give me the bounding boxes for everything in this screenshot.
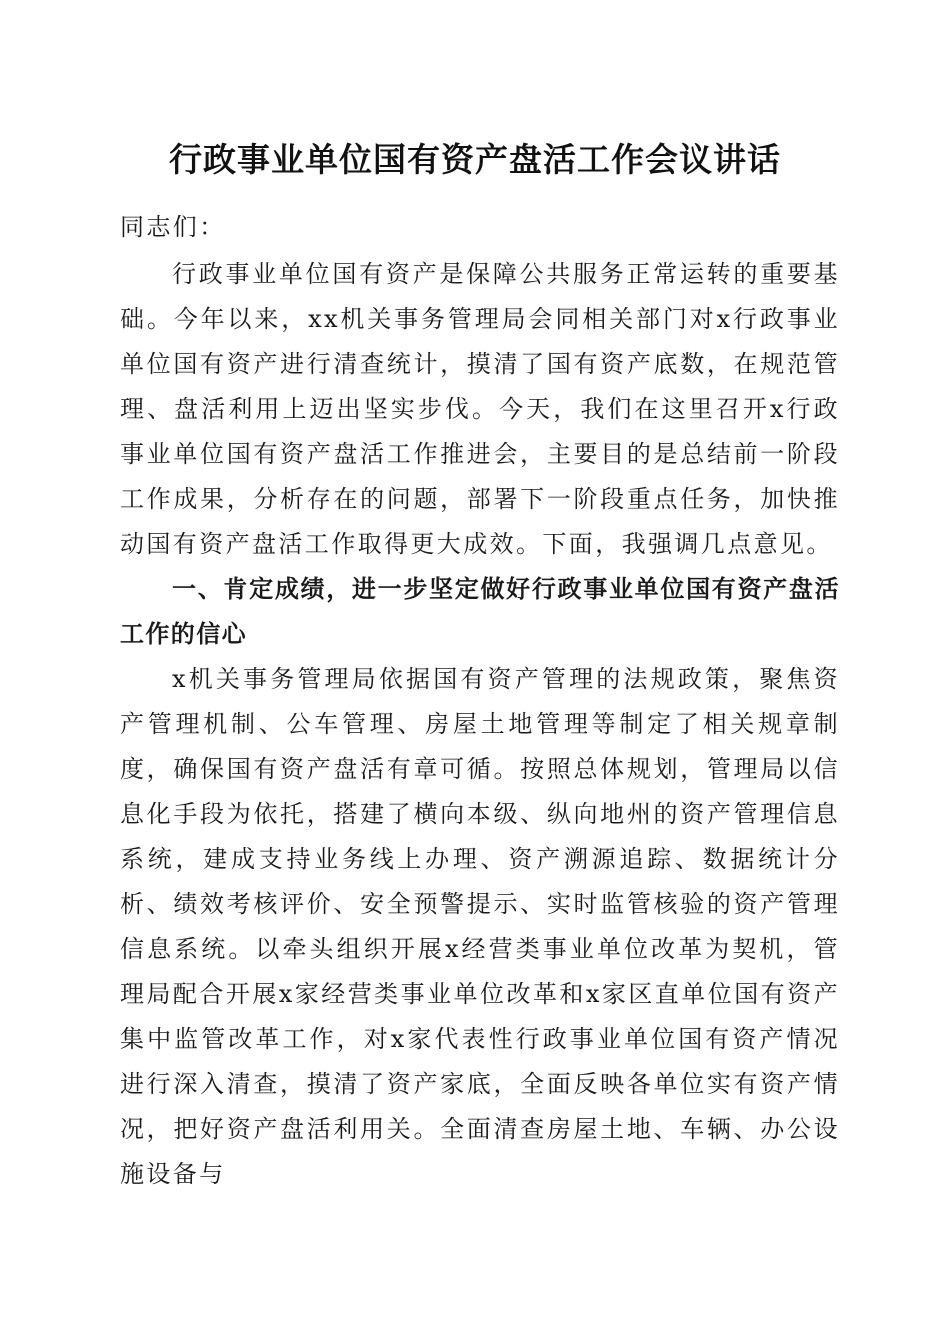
salutation: 同志们： — [120, 213, 226, 241]
document-title: 行政事业单位国有资产盘活工作会议讲话 — [169, 140, 781, 179]
paragraph-intro: 行政事业单位国有资产是保障公共服务正常运转的重要基础。今年以来，xx机关事务管理局会同相关部门对x行政事业单位国有资产进行清查统计，摸清了国有资产底数，在规范管理、盘活利用上迈出坚实步伐。今天，我们在这里召开x行政事业单位国有资产盘活工作推进会，主要目的是总结前一阶段工作成果，分析存在的问题，部署下一阶段重点任务，加快推动国有资产盘活工作取得更大成效。下面，我强调几点意见。 — [120, 260, 840, 558]
section-heading-1: 一、肯定成绩，进一步坚定做好行政事业单位国有资产盘活工作的信心 — [120, 575, 840, 648]
paragraph-section-1: x机关事务管理局依据国有资产管理的法规政策，聚焦资产管理机制、公车管理、房屋土地管理等制定了相关规章制度，确保国有资产盘活有章可循。按照总体规划，管理局以信息化手段为依托，搭建了横向本级、纵向地州的资产管理信息系统，建成支持业务线上办理、资产溯源追踪、数据统计分析、绩效考核评价、安全预警提示、实时监管核验的资产管理信息系统。以牵头组织开展x经营类事业单位改革为契机，管理局配合开展x家经营类事业单位改革和x家区直单位国有资产集中监管改革工作，对x家代表性行政事业单位国有资产情况进行深入清查，摸清了资产家底，全面反映各单位实有资产情况，把好资产盘活利用关。全面清查房屋土地、车辆、办公设施设备与 — [120, 665, 840, 1188]
document-body — [120, 205, 840, 1197]
